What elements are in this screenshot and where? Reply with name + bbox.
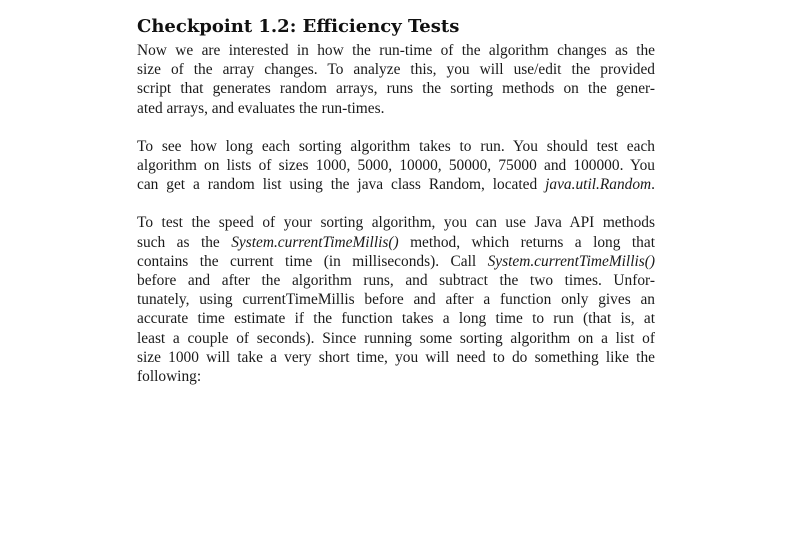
text-line	[137, 175, 655, 194]
text-line: script that generates random arrays, runs the sorting methods on the gener-	[137, 80, 655, 98]
text-line: tunately, using currentTimeMillis before and after a function only gives an	[137, 291, 655, 309]
text-line	[137, 233, 655, 252]
text-line: ated arrays, and evaluates the run-times.	[137, 99, 385, 117]
paragraph-timing	[137, 213, 655, 386]
section-heading: Checkpoint 1.2: Efficiency Tests	[137, 16, 460, 37]
text-line: To see how long each sorting algorithm takes to run. You should test each	[137, 137, 655, 155]
text-line: before and after the algorithm runs, and subtract the two times. Unfor-	[137, 272, 655, 290]
text-line: Now we are interested in how the run-time of the algorithm changes as the	[137, 42, 655, 59]
paragraph-sizes	[137, 137, 655, 195]
text-run: such as the	[137, 233, 232, 251]
text-line: least a couple of seconds). Since running some sorting algorithm on a list of	[137, 329, 655, 347]
text-line: size of the array changes. To analyze this, you will use/edit the provided	[137, 61, 655, 79]
text-line: following:	[137, 368, 202, 386]
text-run: method, which returns a long that	[398, 233, 655, 251]
code-reference: System.currentTimeMillis()	[487, 252, 655, 270]
paragraph-intro	[137, 41, 655, 118]
text-line: size 1000 will take a very short time, you will need to do something like the	[137, 348, 655, 366]
code-reference: java.util.Random	[545, 176, 652, 194]
text-run: .	[651, 176, 655, 194]
text-line: algorithm on lists of sizes 1000, 5000, 10000, 50000, 75000 and 100000. You	[137, 157, 655, 175]
text-line	[137, 252, 655, 271]
text-run: can get a random list using the java class Random, located	[137, 176, 546, 194]
text-line: accurate time estimate if the function takes a long time to run (that is, at	[137, 310, 655, 328]
text-line: To test the speed of your sorting algorithm, you can use Java API methods	[137, 214, 655, 232]
code-reference: System.currentTimeMillis()	[231, 233, 399, 251]
document-page	[137, 15, 655, 386]
text-run: contains the current time (in milliseconds). Call	[137, 252, 488, 270]
